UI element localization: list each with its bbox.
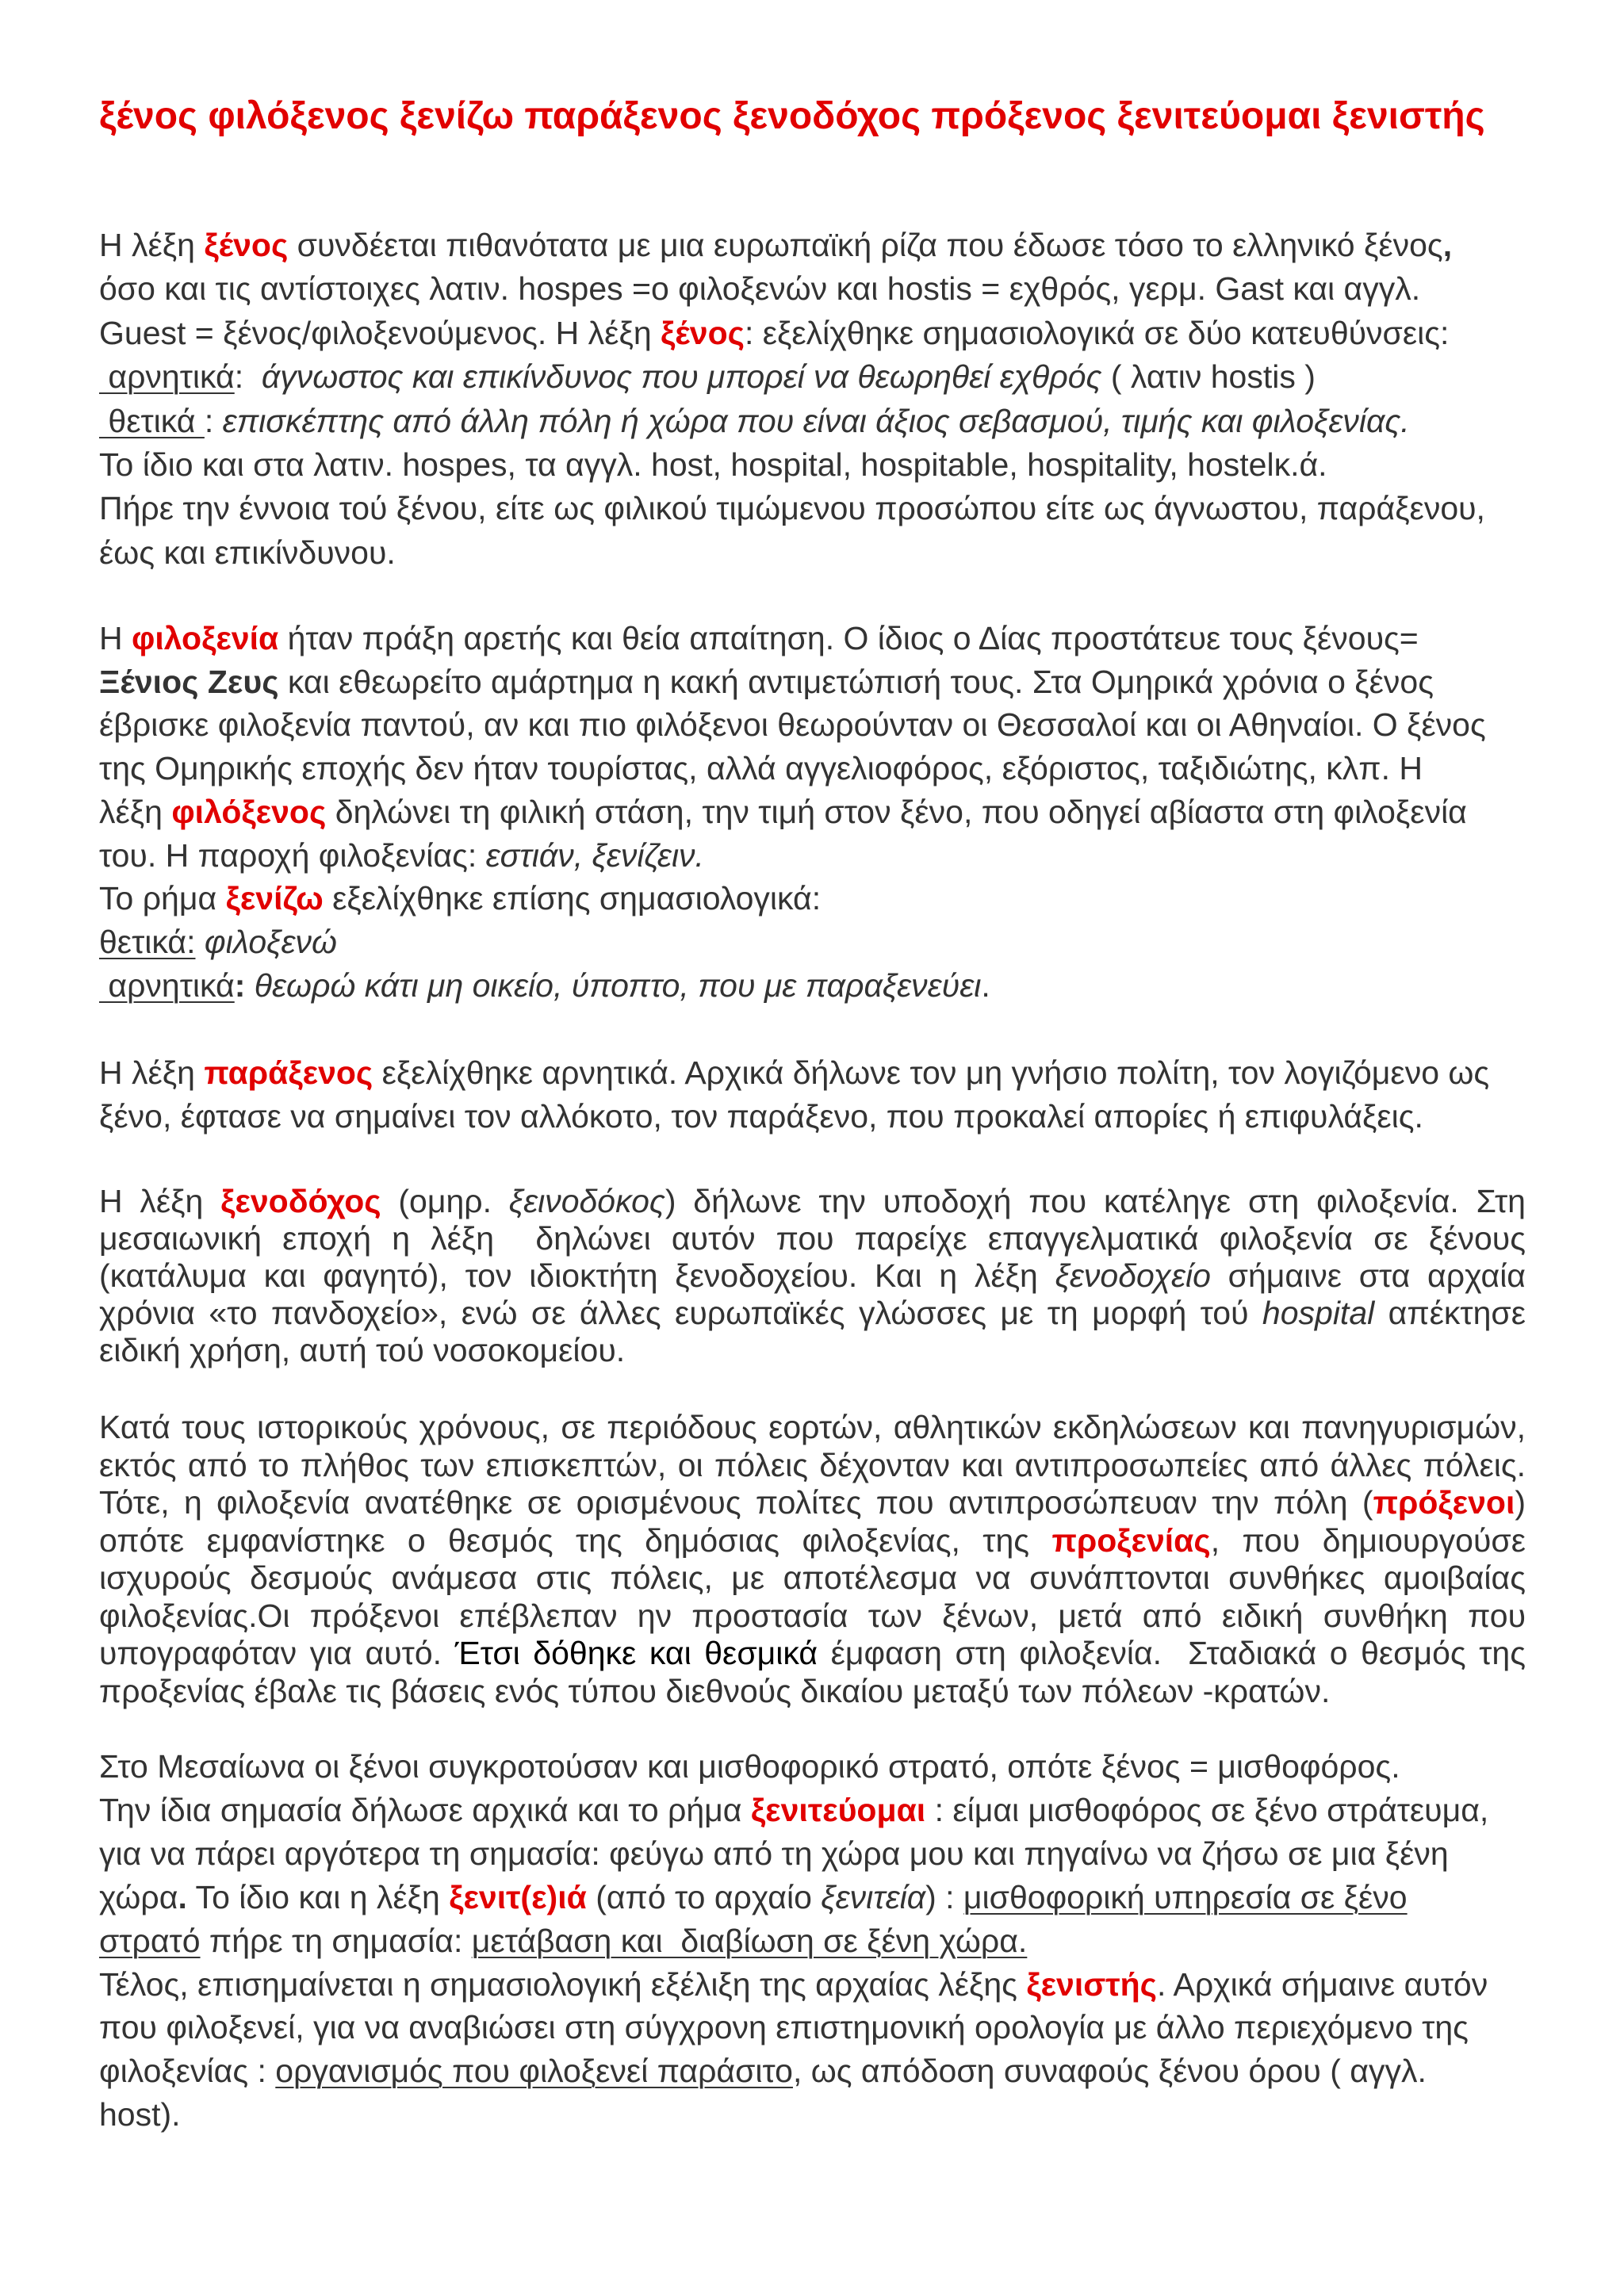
- text-run: host).: [99, 2096, 181, 2133]
- text-line: [99, 1673, 1526, 1711]
- text-run: οργανισμός που φιλοξενεί παράσιτο: [275, 2053, 793, 2090]
- text-run: και εθεωρείτο αμάρτημα η κακή αντιμετώπισή τους. Στα Ομηρικά χρόνια ο ξένος: [278, 663, 1434, 700]
- line-content: [99, 1409, 1526, 1445]
- line-content: [99, 1220, 1526, 1257]
- text-line: [99, 1832, 1526, 1876]
- keyword-highlight: ξένος: [204, 227, 289, 263]
- text-run: ισχυρούς δεσμούς ανάμεσα στις πόλεις, με αποτέλεσμα να συνάπτονται συνθήκες αμοιβαίας: [99, 1559, 1526, 1596]
- text-run: οπότε εμφανίστηκε ο θεσμός της δημόσιας φιλοξενίας, της: [99, 1521, 1052, 1559]
- line-content: [99, 1332, 625, 1368]
- text-run: θεωρώ κάτι μη οικείο, ύποπτο, που με παραξενεύει: [254, 966, 982, 1004]
- line-content: [99, 880, 821, 916]
- line-content: [99, 1054, 1489, 1091]
- text-run: πήρε τη σημασία:: [200, 1922, 472, 1959]
- text-line: [99, 790, 1526, 834]
- text-line: [99, 400, 1526, 443]
- text-line: [99, 617, 1526, 660]
- text-run: Το ρήμα: [99, 880, 226, 917]
- line-content: [99, 664, 1434, 700]
- text-run: Τέλος, επισημαίνεται η σημασιολογική εξέλιξη της αρχαίας λέξης: [99, 1965, 1027, 2003]
- text-line: [99, 1963, 1526, 2007]
- text-line: [99, 1295, 1526, 1332]
- text-run: εξελίχθηκε επίσης σημασιολογικά:: [323, 880, 822, 917]
- keyword-highlight: ξενιστής: [1026, 1965, 1157, 2003]
- text-run: εστιάν, ξενίζειν.: [485, 836, 704, 874]
- page-title: ξένος φιλόξενος ξενίζω παράξενος ξενοδόχος πρόξενος ξενιτεύομαι ξενιστής: [99, 95, 1485, 137]
- text-run: Στο Μεσαίωνα οι ξένοι συγκροτούσαν και μισθοφορικό στρατό, οπότε ξένος = μισθοφόρος.: [99, 1748, 1400, 1785]
- keyword-highlight: ξενιτ(ε)ιά: [449, 1878, 587, 1915]
- text-line: [99, 224, 1526, 267]
- text-run: χρόνια «το πανδοχείο», ενώ σε άλλες ευρωπαϊκές γλώσσες με τη μορφή τού: [99, 1295, 1262, 1332]
- text-run: φιλοξενίας :: [99, 2053, 276, 2090]
- text-run: (ομηρ.: [381, 1183, 509, 1219]
- text-line: [99, 1095, 1526, 1138]
- text-run: δηλώνει τη φιλική στάση, την τιμή στον ξένο, που οδηγεί αβίαστα στη φιλοξενία: [326, 793, 1467, 830]
- text-run: εκτός από το πλήθος των επισκεπτών, οι πόλεις δέχονταν και αντιπροσωπείες από άλλες πόλεις.: [99, 1446, 1526, 1483]
- paragraph-paraxenos: [99, 1051, 1526, 1139]
- line-content: [99, 490, 1485, 526]
- text-run: όσο και τις αντίστοιχες λατιν. hospes =ο φιλοξενών και hostis = εχθρός, γερμ. Gast και αγγλ.: [99, 270, 1421, 308]
- line-content: [99, 446, 1327, 483]
- text-run: χώρα: [99, 1878, 178, 1915]
- line-content: [99, 750, 1423, 786]
- line-content: [99, 2053, 1427, 2089]
- text-run: έμφαση στη φιλοξενία. Σταδιακά ο θεσμός της: [818, 1635, 1526, 1671]
- line-content: [99, 1835, 1449, 1872]
- text-run: ) δήλωνε την υποδοχή που κατέληγε στη φιλοξενία. Στη: [665, 1183, 1526, 1219]
- text-run: :: [234, 358, 262, 396]
- text-run: της Ομηρικής εποχής δεν ήταν τουρίστας, αλλά αγγελιοφόρος, εξόριστος, ταξιδιώτης, κλπ. Η: [99, 750, 1423, 787]
- line-content: [99, 270, 1420, 307]
- text-line: [99, 531, 1526, 575]
- text-run: , που δημιουργούσε: [1210, 1521, 1526, 1559]
- line-content: [99, 1484, 1526, 1521]
- text-run: λέξη: [99, 793, 172, 830]
- text-run: Το ίδιο και στα λατιν. hospes, τα αγγλ. host, hospital, hospitable, hospitality, hostelκ.ά.: [99, 446, 1327, 484]
- text-run: σήμαινε στα αρχαία: [1210, 1257, 1526, 1295]
- text-line: [99, 703, 1526, 747]
- line-content: [99, 1257, 1526, 1294]
- text-run: Guest = ξένος/φιλοξενούμενος. Η λέξη: [99, 314, 661, 351]
- text-line: [99, 1598, 1526, 1636]
- text-line: [99, 1745, 1526, 1789]
- paragraph-filoxenia: [99, 617, 1526, 1007]
- text-run: ξενιτεία: [821, 1878, 926, 1915]
- text-line: [99, 660, 1526, 704]
- text-run: ξενοδοχείο: [1055, 1257, 1211, 1295]
- paragraph-xenos-meaning: [99, 224, 1526, 575]
- text-run: επισκέπτης από άλλη πόλη ή χώρα που είναι άξιος σεβασμού, τιμής και φιλοξενίας.: [222, 402, 1410, 439]
- text-line: [99, 1447, 1526, 1485]
- text-run: Πήρε την έννοια τού ξένου, είτε ως φιλικού τιμώμενου προσώπου είτε ως άγνωστου, παράξενου,: [99, 490, 1485, 527]
- text-run: ήταν πράξη αρετής και θεία απαίτηση. Ο ίδιος ο Δίας προστάτευε τους ξένους=: [278, 620, 1419, 656]
- text-run: έβρισκε φιλοξενία παντού, αν και πιο φιλόξενοι θεωρούνταν οι Θεσσαλοί και οι Αθηναίοι. Ο ξένος: [99, 706, 1486, 744]
- text-run: Τότε, η φιλοξενία ανατέθηκε σε ορισμένους πολίτες που αντιπροσώπευαν την πόλη (: [99, 1484, 1373, 1521]
- text-run: φιλοξενώ: [204, 923, 337, 960]
- text-line: [99, 2093, 1526, 2137]
- line-content: [99, 315, 1449, 351]
- keyword-highlight: φιλοξενία: [132, 620, 279, 656]
- text-run: στρατό: [99, 1922, 201, 1959]
- keyword-highlight: ξένος: [661, 314, 745, 351]
- text-run: Η λέξη: [99, 1054, 205, 1091]
- text-line: [99, 964, 1526, 1008]
- text-line: [99, 2049, 1526, 2093]
- line-content: [99, 794, 1467, 830]
- text-run: Η: [99, 620, 132, 656]
- text-line: [99, 267, 1526, 311]
- line-content: [99, 1966, 1488, 2003]
- text-run: :: [234, 966, 246, 1004]
- text-line: [99, 1522, 1526, 1560]
- line-content: [99, 1447, 1526, 1483]
- text-run: ( λατιν hostis ): [1101, 358, 1316, 396]
- text-run: θετικά: [99, 402, 205, 439]
- text-line: [99, 355, 1526, 399]
- line-content: [99, 403, 1410, 439]
- text-line: [99, 1484, 1526, 1522]
- text-run: Κατά τους ιστορικούς χρόνους, σε περιόδους εορτών, αθλητικών εκδηλώσεων και πανηγυρισμών,: [99, 1409, 1526, 1445]
- text-run: ειδική χρήση, αυτή τού νοσοκομείου.: [99, 1332, 626, 1369]
- text-run: ξεινοδόκος: [508, 1183, 665, 1219]
- text-run: άγνωστος και επικίνδυνος που μπορεί να θεωρηθεί εχθρός: [261, 358, 1102, 396]
- text-run: .: [981, 966, 990, 1004]
- text-run: Την ίδια σημασία δήλωσε αρχικά και το ρήμα: [99, 1791, 751, 1828]
- keyword-highlight: ξενοδόχος: [220, 1183, 381, 1219]
- text-line: [99, 834, 1526, 878]
- text-run: (από το αρχαίο: [586, 1878, 822, 1915]
- text-run: θετικά:: [99, 923, 196, 960]
- line-content: [99, 1748, 1400, 1785]
- text-run: ξένο, έφτασε να σημαίνει τον αλλόκοτο, τον παράξενο, που προκαλεί απορίες ή επιφυλάξεις.: [99, 1098, 1423, 1135]
- text-line: [99, 1051, 1526, 1095]
- text-run: . Αρχικά σήμαινε αυτόν: [1156, 1965, 1488, 2003]
- text-run: , ως απόδοση συναφούς ξένου όρου ( αγγλ.: [792, 2053, 1427, 2090]
- text-line: [99, 1789, 1526, 1832]
- text-line: [99, 312, 1526, 355]
- text-run: μεσαιωνική εποχή η λέξη δηλώνει αυτόν που παρείχε επαγγελματικά φιλοξενία σε ξένους: [99, 1220, 1526, 1257]
- text-line: [99, 920, 1526, 964]
- line-content: [99, 1183, 1526, 1219]
- paragraph-xenodochos: [99, 1183, 1526, 1369]
- text-run: του. Η παροχή φιλοξενίας:: [99, 836, 486, 874]
- text-run: μισθοφορική υπηρεσία σε ξένο: [963, 1878, 1408, 1915]
- line-content: [99, 1598, 1526, 1634]
- text-run: συνδέεται πιθανότατα με μια ευρωπαϊκή ρίζα που έδωσε τόσο το ελληνικό ξένος: [288, 227, 1443, 263]
- text-run: υπογραφόταν για αυτό.: [99, 1635, 455, 1671]
- text-line: [99, 1220, 1526, 1257]
- text-run: Η λέξη: [99, 1183, 221, 1219]
- keyword-highlight: προξενίας: [1051, 1521, 1211, 1559]
- text-line: [99, 1876, 1526, 1919]
- text-run: ) :: [925, 1878, 963, 1915]
- line-content: [99, 2009, 1469, 2045]
- text-run: Έτσι δόθηκε και θεσμικά: [454, 1635, 818, 1671]
- paragraph-proxenos: [99, 1409, 1526, 1710]
- line-content: [99, 706, 1486, 743]
- text-run: φιλοξενίας.Οι πρόξενοι επέβλεπαν ην προστασία των ξένων, μετά από ειδική συνθήκη που: [99, 1597, 1526, 1634]
- line-content: [99, 1673, 1330, 1709]
- text-run: [245, 967, 254, 1004]
- text-run: ): [1515, 1484, 1526, 1521]
- text-run: αρνητικά: [99, 358, 235, 396]
- text-run: Η λέξη: [99, 227, 205, 263]
- text-run: .: [178, 1878, 187, 1915]
- line-content: [99, 1792, 1488, 1828]
- text-line: [99, 1183, 1526, 1220]
- text-line: [99, 1332, 1526, 1369]
- text-line: [99, 1635, 1526, 1673]
- line-content: [99, 837, 704, 874]
- text-run: που φιλοξενεί, για να αναβιώσει στη σύγχρονη επιστημονική ορολογία με άλλο περιεχόμενο της: [99, 2009, 1469, 2046]
- text-line: [99, 2006, 1526, 2049]
- text-run: αρνητικά: [99, 966, 235, 1004]
- text-run: (κατάλυμα και φαγητό), τον ιδιοκτήτη ξενοδοχείου. Και η λέξη: [99, 1257, 1055, 1295]
- text-line: [99, 1409, 1526, 1447]
- paragraph-xeniteuomai: [99, 1745, 1526, 2137]
- text-run: μετάβαση και διαβίωση σε ξένη χώρα.: [471, 1922, 1028, 1959]
- text-run: προξενίας έβαλε τις βάσεις ενός τύπου διεθνούς δικαίου μεταξύ των πόλεων -κρατών.: [99, 1672, 1331, 1709]
- text-run: : είμαι μισθοφόρος σε ξένο στράτευμα,: [925, 1791, 1489, 1828]
- line-content: [99, 358, 1316, 395]
- line-content: [99, 1879, 1408, 1915]
- text-run: εξελίχθηκε αρνητικά. Αρχικά δήλωνε τον μη γνήσιο πολίτη, τον λογιζόμενο ως: [373, 1054, 1490, 1091]
- line-content: [99, 1635, 1526, 1671]
- text-line: [99, 1559, 1526, 1598]
- keyword-highlight: ξενιτεύομαι: [750, 1791, 926, 1828]
- keyword-highlight: πρόξενοι: [1373, 1484, 1515, 1521]
- text-run: έως και επικίνδυνου.: [99, 534, 396, 571]
- text-run: :: [204, 402, 223, 439]
- text-line: [99, 443, 1526, 487]
- text-run: Ξένιος Ζευς: [99, 663, 279, 700]
- text-run: [195, 924, 204, 960]
- line-content: [99, 967, 990, 1004]
- text-run: ,: [1442, 227, 1453, 263]
- text-run: : εξελίχθηκε σημασιολογικά σε δύο κατευθύνσεις:: [744, 314, 1450, 351]
- keyword-highlight: παράξενος: [204, 1054, 373, 1091]
- line-content: [99, 1098, 1423, 1135]
- line-content: [99, 2096, 181, 2133]
- text-run: Το ίδιο και η λέξη: [186, 1878, 450, 1915]
- text-run: hospital: [1262, 1295, 1375, 1332]
- text-line: [99, 1919, 1526, 1963]
- keyword-highlight: φιλόξενος: [171, 793, 327, 830]
- text-line: [99, 1257, 1526, 1295]
- line-content: [99, 534, 396, 571]
- line-content: [99, 1559, 1526, 1596]
- keyword-highlight: ξενίζω: [225, 880, 324, 917]
- line-content: [99, 1923, 1027, 1959]
- line-content: [99, 1295, 1526, 1331]
- text-run: απέκτησε: [1374, 1295, 1526, 1332]
- text-run: για να πάρει αργότερα τη σημασία: φεύγω από τη χώρα μου και πηγαίνω να ζήσω σε μια ξένη: [99, 1835, 1449, 1872]
- text-line: [99, 747, 1526, 790]
- line-content: [99, 1522, 1526, 1559]
- text-line: [99, 487, 1526, 530]
- line-content: [99, 620, 1419, 656]
- line-content: [99, 924, 337, 960]
- text-line: [99, 877, 1526, 920]
- line-content: [99, 227, 1452, 263]
